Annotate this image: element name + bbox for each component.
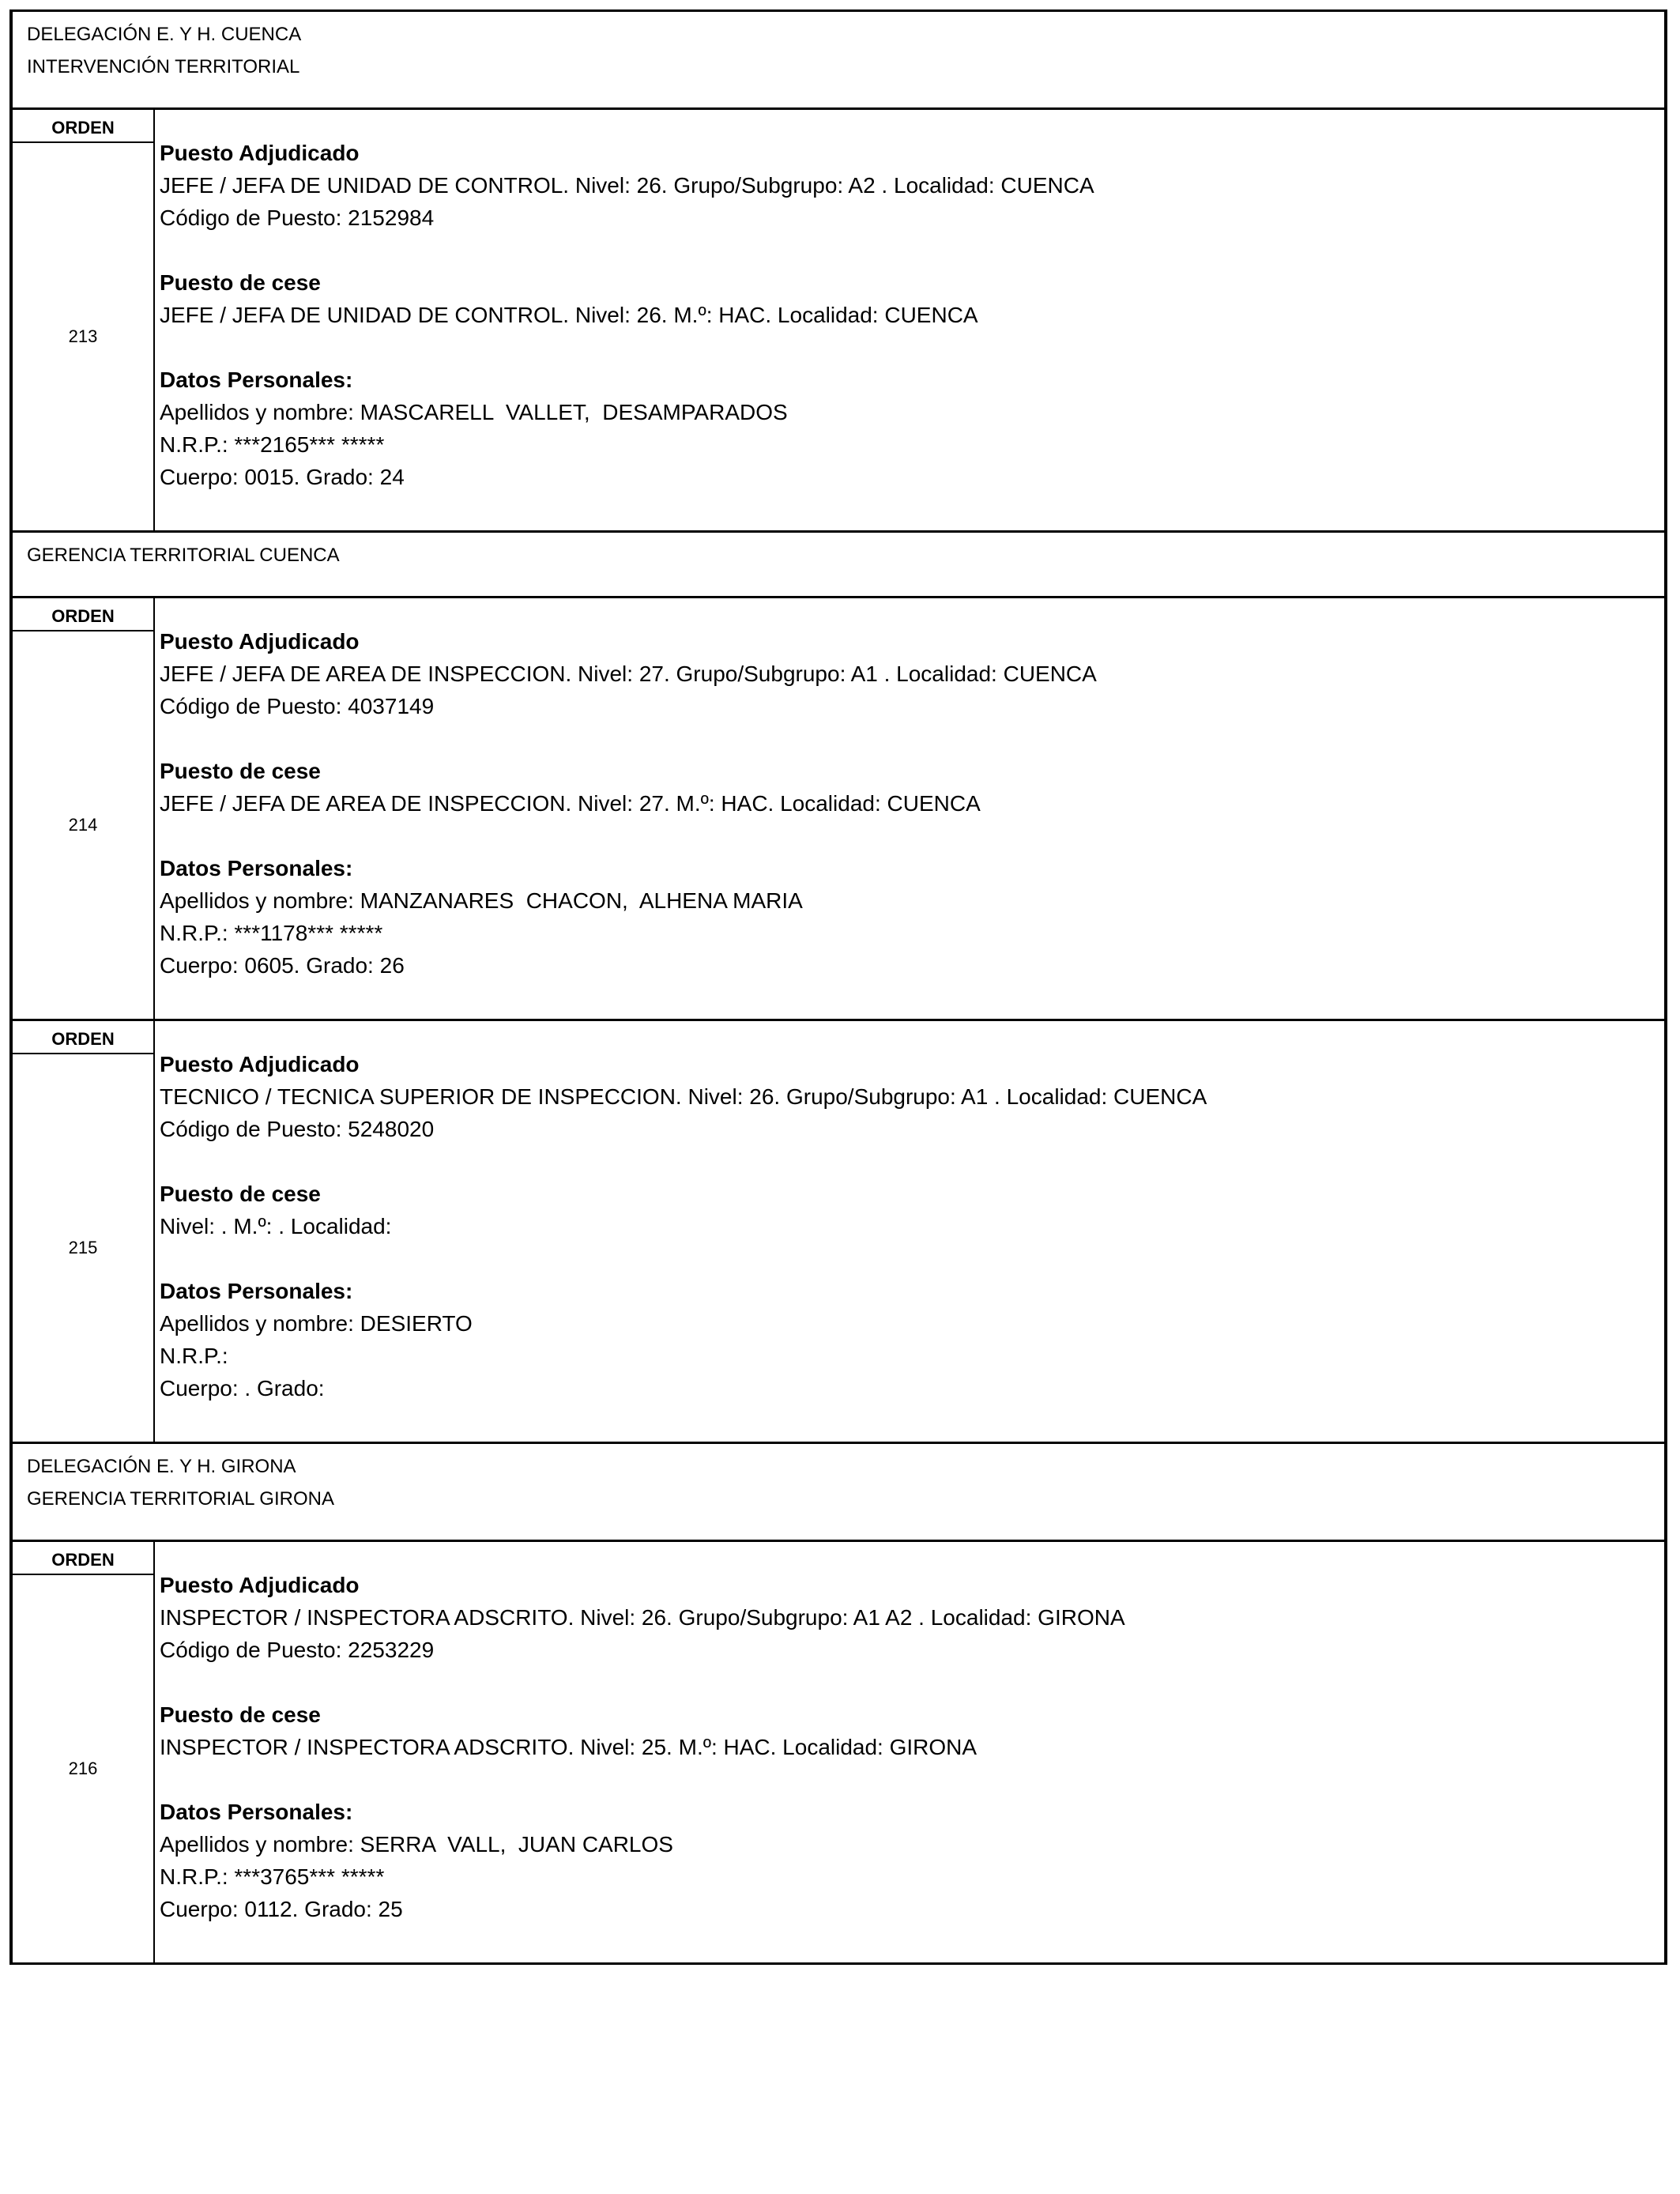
orden-label: ORDEN (13, 598, 153, 631)
entry-details (155, 110, 1664, 530)
entry-row (13, 1021, 1664, 1444)
datos-personales-heading: Datos Personales: (160, 1800, 353, 1824)
orden-number: 215 (68, 1238, 98, 1257)
puesto-adjudicado-text: INSPECTOR / INSPECTORA ADSCRITO. Nivel: 26. Grupo/Subgrupo: A1 A2 . Localidad: GIRONA (160, 1605, 1125, 1630)
nrp: N.R.P.: ***2165*** ***** (160, 432, 385, 457)
section-header-line: DELEGACIÓN E. Y H. GIRONA (27, 1456, 296, 1477)
orden-number: 213 (68, 326, 98, 346)
resolution-table (9, 9, 1667, 1965)
section-header-line: INTERVENCIÓN TERRITORIAL (27, 56, 300, 77)
entry-details (155, 1542, 1664, 1962)
apellidos-nombre: Apellidos y nombre: MASCARELL VALLET, DESAMPARADOS (160, 400, 788, 424)
entry-row (13, 598, 1664, 1021)
section-header-line: GERENCIA TERRITORIAL GIRONA (27, 1488, 334, 1510)
nrp: N.R.P.: (160, 1344, 228, 1368)
codigo-puesto: Código de Puesto: 2152984 (160, 205, 435, 230)
puesto-adjudicado-heading: Puesto Adjudicado (160, 141, 360, 165)
orden-cell (13, 598, 155, 1019)
entry-details (155, 598, 1664, 1019)
puesto-cese-text: JEFE / JEFA DE UNIDAD DE CONTROL. Nivel: 26. M.º: HAC. Localidad: CUENCA (160, 303, 978, 327)
puesto-adjudicado-heading: Puesto Adjudicado (160, 1573, 360, 1597)
cuerpo-grado: Cuerpo: 0112. Grado: 25 (160, 1897, 403, 1921)
apellidos-nombre: Apellidos y nombre: DESIERTO (160, 1311, 473, 1336)
entry-details (155, 1021, 1664, 1442)
puesto-adjudicado-text: JEFE / JEFA DE AREA DE INSPECCION. Nivel: 27. Grupo/Subgrupo: A1 . Localidad: CUENCA (160, 662, 1097, 686)
puesto-adjudicado-text: TECNICO / TECNICA SUPERIOR DE INSPECCION. Nivel: 26. Grupo/Subgrupo: A1 . Localidad: CUENCA (160, 1084, 1207, 1109)
orden-number: 214 (68, 815, 98, 835)
section-header-line: DELEGACIÓN E. Y H. CUENCA (27, 24, 302, 45)
puesto-cese-text: INSPECTOR / INSPECTORA ADSCRITO. Nivel: 25. M.º: HAC. Localidad: GIRONA (160, 1735, 977, 1759)
puesto-cese-heading: Puesto de cese (160, 1182, 321, 1206)
apellidos-nombre: Apellidos y nombre: MANZANARES CHACON, ALHENA MARIA (160, 888, 803, 913)
orden-number: 216 (68, 1759, 98, 1778)
cuerpo-grado: Cuerpo: . Grado: (160, 1376, 325, 1400)
codigo-puesto: Código de Puesto: 5248020 (160, 1117, 435, 1141)
section-header (13, 1444, 1664, 1542)
section-header-line: GERENCIA TERRITORIAL CUENCA (27, 545, 340, 566)
puesto-cese-text: JEFE / JEFA DE AREA DE INSPECCION. Nivel: 27. M.º: HAC. Localidad: CUENCA (160, 791, 981, 816)
puesto-cese-heading: Puesto de cese (160, 1702, 321, 1727)
entry-row (13, 1542, 1664, 1965)
section-header (13, 533, 1664, 598)
codigo-puesto: Código de Puesto: 2253229 (160, 1638, 435, 1662)
apellidos-nombre: Apellidos y nombre: SERRA VALL, JUAN CARLOS (160, 1832, 673, 1857)
orden-label: ORDEN (13, 1021, 153, 1054)
datos-personales-heading: Datos Personales: (160, 856, 353, 880)
puesto-cese-heading: Puesto de cese (160, 759, 321, 783)
puesto-adjudicado-heading: Puesto Adjudicado (160, 1052, 360, 1076)
orden-cell (13, 1021, 155, 1442)
orden-label: ORDEN (13, 110, 153, 143)
orden-label: ORDEN (13, 1542, 153, 1575)
cuerpo-grado: Cuerpo: 0605. Grado: 26 (160, 953, 405, 978)
puesto-cese-heading: Puesto de cese (160, 270, 321, 295)
entry-row (13, 110, 1664, 533)
nrp: N.R.P.: ***3765*** ***** (160, 1864, 385, 1889)
orden-cell (13, 1542, 155, 1962)
puesto-adjudicado-text: JEFE / JEFA DE UNIDAD DE CONTROL. Nivel: 26. Grupo/Subgrupo: A2 . Localidad: CUENCA (160, 173, 1094, 198)
datos-personales-heading: Datos Personales: (160, 368, 353, 392)
puesto-cese-text: Nivel: . M.º: . Localidad: (160, 1214, 392, 1238)
codigo-puesto: Código de Puesto: 4037149 (160, 694, 435, 718)
section-header (13, 12, 1664, 110)
datos-personales-heading: Datos Personales: (160, 1279, 353, 1303)
orden-cell (13, 110, 155, 530)
puesto-adjudicado-heading: Puesto Adjudicado (160, 629, 360, 654)
nrp: N.R.P.: ***1178*** ***** (160, 921, 383, 945)
cuerpo-grado: Cuerpo: 0015. Grado: 24 (160, 465, 405, 489)
